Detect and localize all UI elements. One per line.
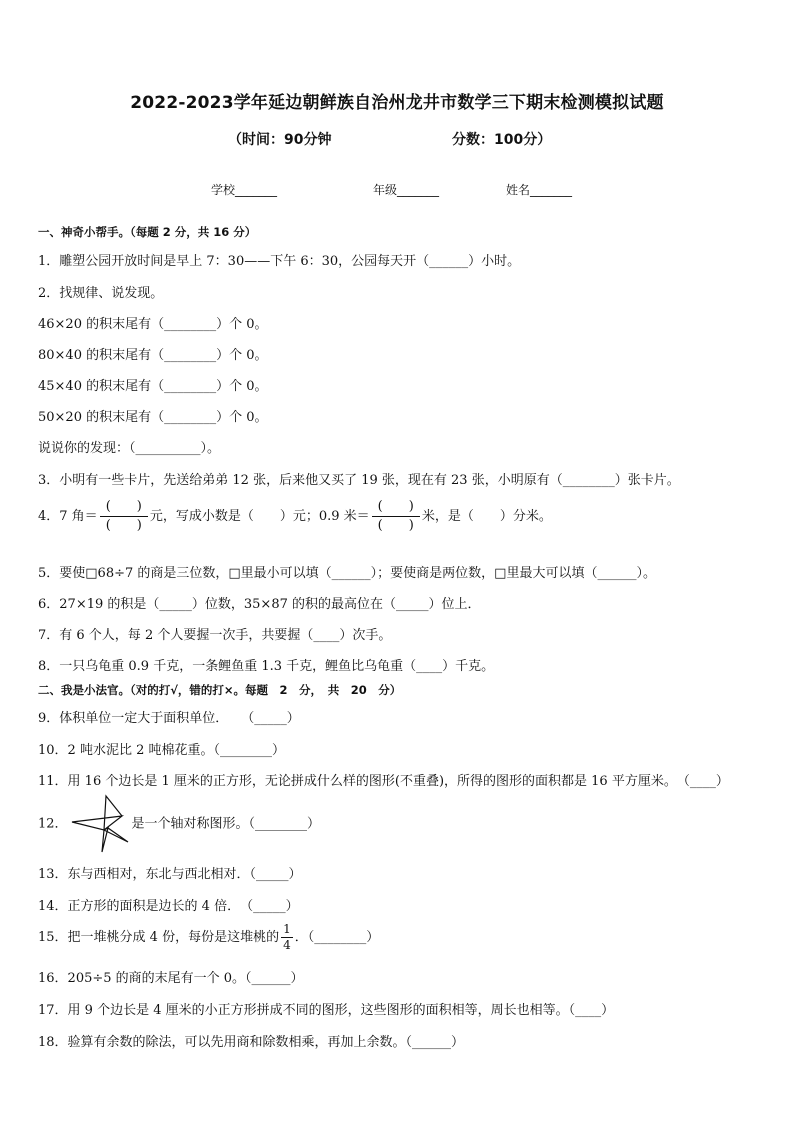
question-2-line-5: 说说你的发现：（__________）。 <box>38 441 221 456</box>
question-11: 11．用 16 个边长是 1 厘米的正方形，无论拼成什么样的图形(不重叠)，所得的图形的面积都是 16 平方厘米。 （____） <box>38 774 729 789</box>
question-2-intro: 2．找规律、说发现。 <box>38 286 164 301</box>
question-7: 7．有 6 个人，每 2 个人要握一次手，共要握（____）次手。 <box>38 628 392 643</box>
question-1: 1．雕塑公园开放时间是早上 7：30——下午 6：30，公园每天开（______）小时。 <box>38 254 521 269</box>
question-12: 12． 是一个轴对称图形。（________） <box>38 794 320 854</box>
question-15: 15．把一堆桃分成 4 份，每份是这堆桃的 $\frac{1}{4}$ ．（________） <box>38 922 380 952</box>
question-2-line-2: 80×40 的积末尾有（________）个 0。 <box>38 348 268 363</box>
question-13: 13．东与西相对，东北与西北相对．（_____） <box>38 867 302 882</box>
exam-score: 分数：100分） <box>452 132 552 148</box>
fraction-blank: $\frac{( )}{( )}$ <box>100 498 148 535</box>
question-2-line-3: 45×40 的积末尾有（________）个 0。 <box>38 379 268 394</box>
question-16: 16．205÷5 的商的末尾有一个 0。（______） <box>38 971 304 986</box>
fraction-one-quarter: $\frac{1}{4}$ <box>283 922 291 952</box>
question-2-line-1: 46×20 的积末尾有（________）个 0。 <box>38 317 268 332</box>
question-6: 6．27×19 的积是（_____）位数，35×87 的积的最高位在（_____）位上． <box>38 597 481 612</box>
question-17: 17．用 9 个边长是 4 厘米的小正方形拼成不同的图形，这些图形的面积相等，周长也相等。（____） <box>38 1003 615 1018</box>
grade-field: 年级_______ <box>373 183 440 197</box>
section-2-heading: 二、我是小法官。（对的打√，错的打×。每题 2 分， 共 20 分） <box>38 683 402 697</box>
fraction-blank: $\frac{( )}{( )}$ <box>372 498 420 535</box>
question-14: 14．正方形的面积是边长的 4 倍． （_____） <box>38 899 299 914</box>
exam-title: 2022-2023学年延边朝鲜族自治州龙井市数学三下期末检测模拟试题 <box>130 93 664 113</box>
question-4: 4．7 角＝ $\frac{( )}{( )}$ 元，写成小数是（ ）元；0.9 米＝ $\frac{( )}{( )}$ 米，是（ ）分米。 <box>38 499 552 533</box>
question-10: 10．2 吨水泥比 2 吨棉花重。（________） <box>38 743 285 758</box>
question-9: 9．体积单位一定大于面积单位． （_____） <box>38 711 300 726</box>
question-8: 8．一只乌龟重 0.9 千克，一条鲤鱼重 1.3 千克，鲤鱼比乌龟重（____）千克。 <box>38 659 495 674</box>
question-3: 3．小明有一些卡片，先送给弟弟 12 张，后来他又买了 19 张，现在有 23 张，小明原有（________）张卡片。 <box>38 473 680 488</box>
exam-time: （时间：90分钟 <box>228 132 332 148</box>
section-1-heading: 一、神奇小帮手。（每题 2 分，共 16 分） <box>38 225 257 239</box>
name-field: 姓名_______ <box>506 183 573 197</box>
question-2-line-4: 50×20 的积末尾有（________）个 0。 <box>38 410 268 425</box>
question-18: 18．验算有余数的除法，可以先用商和除数相乘，再加上余数。（______） <box>38 1035 465 1050</box>
pinwheel-figure-icon <box>70 794 136 854</box>
question-5: 5．要使□68÷7 的商是三位数，□里最小可以填（______）；要使商是两位数，□里最大可以填（______）。 <box>38 566 656 581</box>
school-field: 学校_______ <box>211 183 278 197</box>
